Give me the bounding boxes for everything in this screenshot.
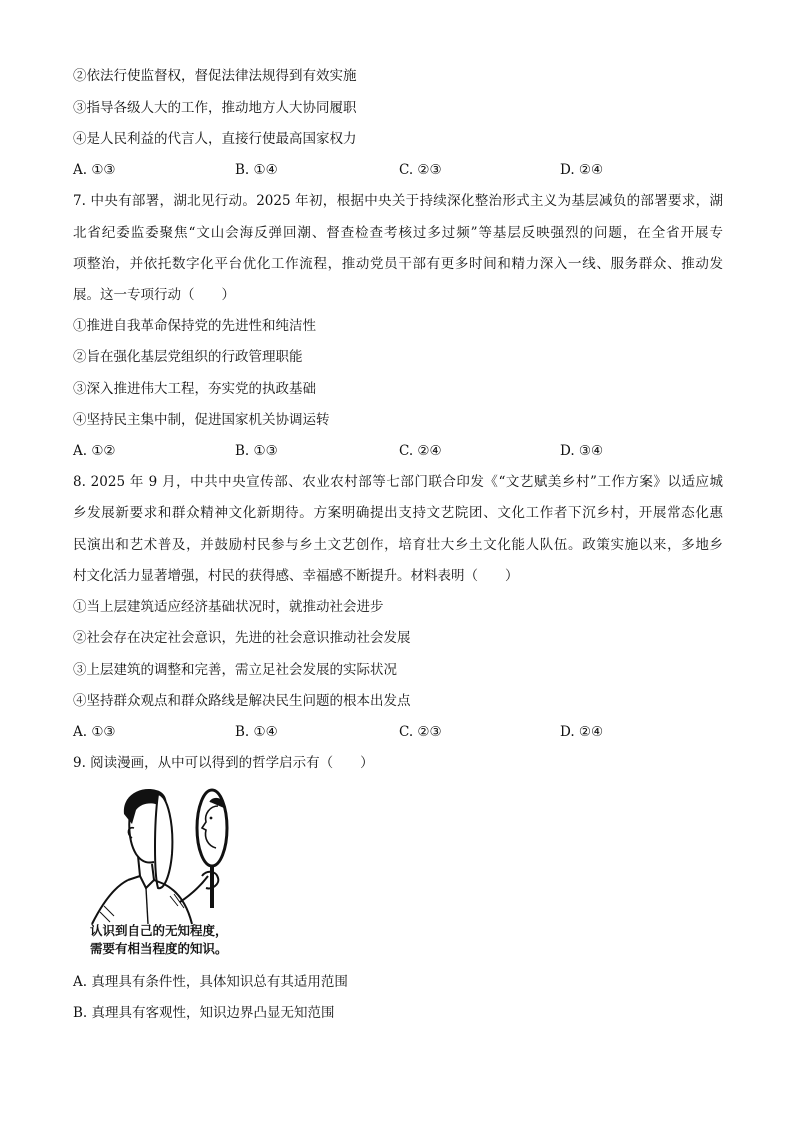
- q9-option-a[interactable]: A. 真理具有条件性，具体知识总有其适用范围: [73, 974, 348, 990]
- q7-option-a[interactable]: A. ①②: [73, 443, 116, 459]
- q8-stem-line-3: 民演出和艺术普及，并鼓励村民参与乡土文艺创作，培育壮大乡土文化能人队伍。政策实施以来，多地乡: [73, 537, 723, 553]
- q8-options: [73, 722, 723, 742]
- q8-item-4: ④坚持群众观点和群众路线是解决民生问题的根本出发点: [73, 693, 411, 709]
- q8-option-b[interactable]: B. ①④: [235, 724, 278, 740]
- q7-item-3: ③深入推进伟大工程，夯实党的执政基础: [73, 381, 316, 397]
- q8-stem-line-4: 村文化活力显著增强，村民的获得感、幸福感不断提升。材料表明（ ）: [73, 568, 519, 584]
- q7-item-2: ②旨在强化基层党组织的行政管理职能: [73, 349, 303, 365]
- q6-option-a[interactable]: A. ①③: [73, 162, 116, 178]
- q6-option-c[interactable]: C. ②③: [399, 162, 442, 178]
- q6-item-4: ④是人民利益的代言人，直接行使最高国家权力: [73, 131, 357, 147]
- q7-stem-line-4: 展。这一专项行动（ ）: [73, 287, 235, 303]
- q6-option-d[interactable]: D. ②④: [560, 162, 604, 178]
- cartoon-caption-line-1: 认识到自己的无知程度，: [90, 923, 228, 938]
- q7-item-4: ④坚持民主集中制，促进国家机关协调运转: [73, 412, 330, 428]
- q9-stem: 9. 阅读漫画，从中可以得到的哲学启示有（ ）: [73, 755, 374, 771]
- q6-options: [73, 160, 723, 180]
- q6-item-2: ②依法行使监督权，督促法律法规得到有效实施: [73, 68, 357, 84]
- q7-stem-line-2: 北省纪委监委聚焦“文山会海反弹回潮、督查检查考核过多过频”等基层反映强烈的问题，在全省开展专: [73, 225, 723, 241]
- q9-option-b[interactable]: B. 真理具有客观性，知识边界凸显无知范围: [73, 1005, 335, 1021]
- q8-stem-line-2: 乡发展新要求和群众精神文化新期待。方案明确提出支持文艺院团、文化工作者下沉乡村，开展常态化惠: [73, 505, 723, 521]
- q7-options: [73, 441, 723, 461]
- cartoon-caption-line-2: 需要有相当程度的知识。: [90, 941, 228, 956]
- q7-option-b[interactable]: B. ①③: [235, 443, 278, 459]
- q8-option-d[interactable]: D. ②④: [560, 724, 604, 740]
- q8-item-3: ③上层建筑的调整和完善，需立足社会发展的实际状况: [73, 662, 397, 678]
- q8-option-a[interactable]: A. ①③: [73, 724, 116, 740]
- q8-item-2: ②社会存在决定社会意识，先进的社会意识推动社会发展: [73, 630, 411, 646]
- q8-stem-line-1: 8. 2025 年 9 月，中共中央宣传部、农业农村部等七部门联合印发《“文艺赋美乡村”工作方案》以适应城: [73, 474, 723, 490]
- q7-option-c[interactable]: C. ②④: [399, 443, 442, 459]
- q6-item-3: ③指导各级人大的工作，推动地方人大协同履职: [73, 100, 357, 116]
- q8-item-1: ①当上层建筑适应经济基础状况时，就推动社会进步: [73, 599, 384, 615]
- q6-option-b[interactable]: B. ①④: [235, 162, 278, 178]
- q8-option-c[interactable]: C. ②③: [399, 724, 442, 740]
- q7-stem-line-1: 7. 中央有部署，湖北见行动。2025 年初，根据中央关于持续深化整治形式主义为基层减负的部署要求，湖: [73, 193, 723, 209]
- q7-item-1: ①推进自我革命保持党的先进性和纯洁性: [73, 318, 316, 334]
- q7-stem-line-3: 项整治，并依托数字化平台优化工作流程，推动党员干部有更多时间和精力深入一线、服务群众、推动发: [73, 256, 723, 272]
- q7-option-d[interactable]: D. ③④: [560, 443, 604, 459]
